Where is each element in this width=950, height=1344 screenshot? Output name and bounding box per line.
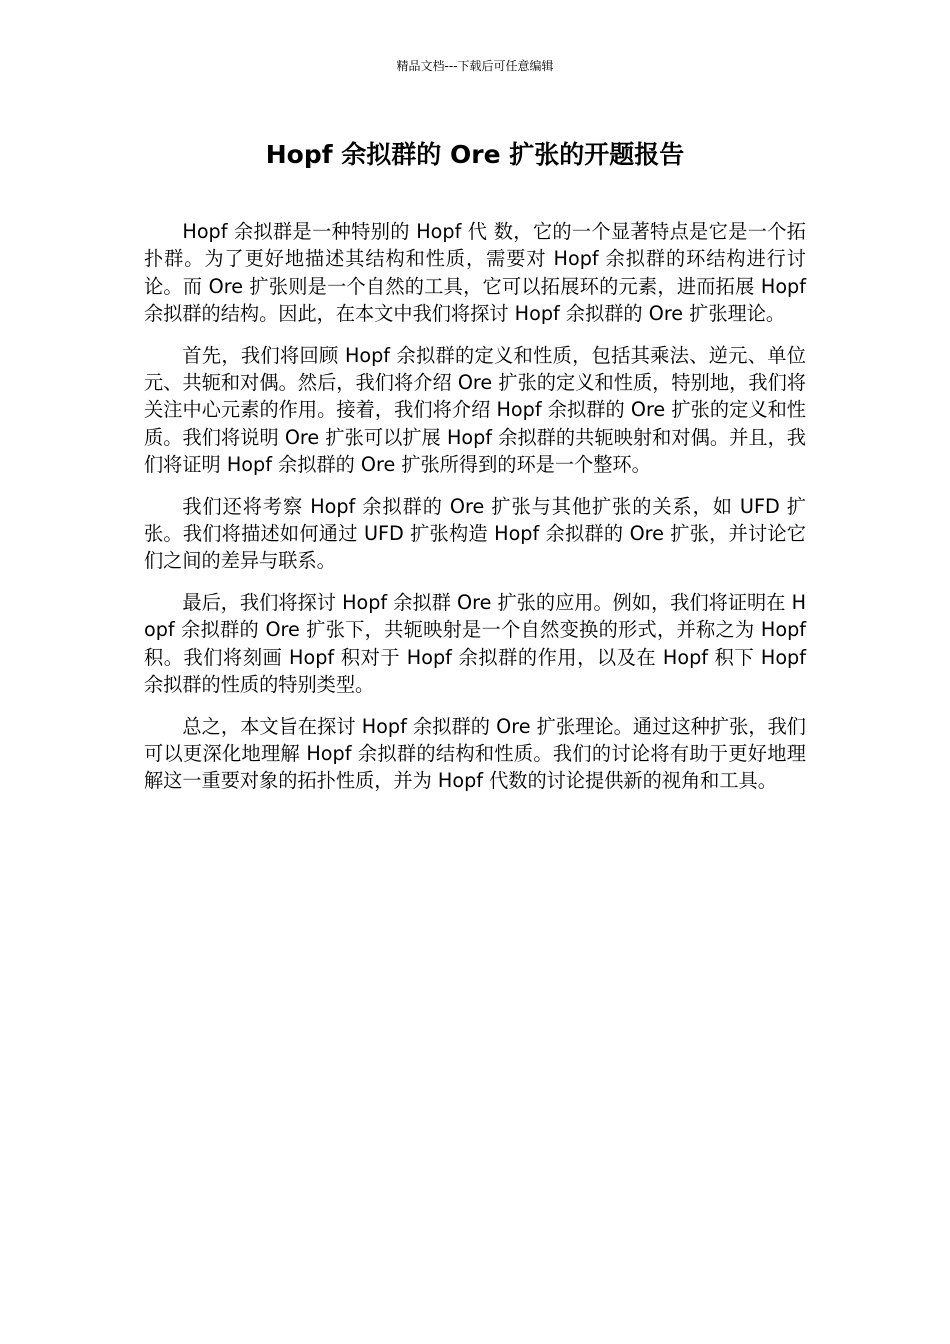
paragraph-5: 总之，本文旨在探讨 Hopf 余拟群的 Ore 扩张理论。通过这种扩张，我们可以更深化地理解 Hopf 余拟群的结构和性质。我们的讨论将有助于更好地理解这一重要对象的拓扑性质，并为 Hopf 代数的讨论提供新的视角和工具。 [144,714,806,793]
document-title: Hopf 余拟群的 Ore 扩张的开题报告 [265,140,685,169]
page-header-note: 精品文档---下载后可任意编辑 [396,59,554,73]
paragraph-3: 我们还将考察 Hopf 余拟群的 Ore 扩张与其他扩张的关系，如 UFD 扩张。我们将描述如何通过 UFD 扩张构造 Hopf 余拟群的 Ore 扩张，并讨论它们之间的差异与联系。 [144,494,806,573]
paragraph-4: 最后，我们将探讨 Hopf 余拟群 Ore 扩张的应用。例如，我们将证明在 Hopf 余拟群的 Ore 扩张下，共轭映射是一个自然变换的形式，并称之为 Hopf 积。我们将刻画 Hopf 积对于 Hopf 余拟群的作用，以及在 Hopf 积下 Hopf 余拟群的性质的特别类型。 [144,590,806,697]
paragraph-2: 首先，我们将回顾 Hopf 余拟群的定义和性质，包括其乘法、逆元、单位元、共轭和对偶。然后，我们将介绍 Ore 扩张的定义和性质，特别地，我们将关注中心元素的作用。接着，我们将介绍 Hopf 余拟群的 Ore 扩张的定义和性质。我们将说明 Ore 扩张可以扩展 Hopf 余拟群的共轭映射和对偶。并且，我们将证明 Hopf 余拟群的 Ore 扩张所得到的环是一个整环。 [144,343,806,477]
paragraph-1: Hopf 余拟群是一种特别的 Hopf 代 数，它的一个显著特点是它是一个拓扑群。为了更好地描述其结构和性质，需要对 Hopf 余拟群的环结构进行讨论。而 Ore 扩张则是一个自然的工具，它可以拓展环的元素，进而拓展 Hopf 余拟群的结构。因此，在本文中我们将探讨 Hopf 余拟群的 Ore 扩张理论。 [144,220,806,326]
document-body [144,218,806,809]
